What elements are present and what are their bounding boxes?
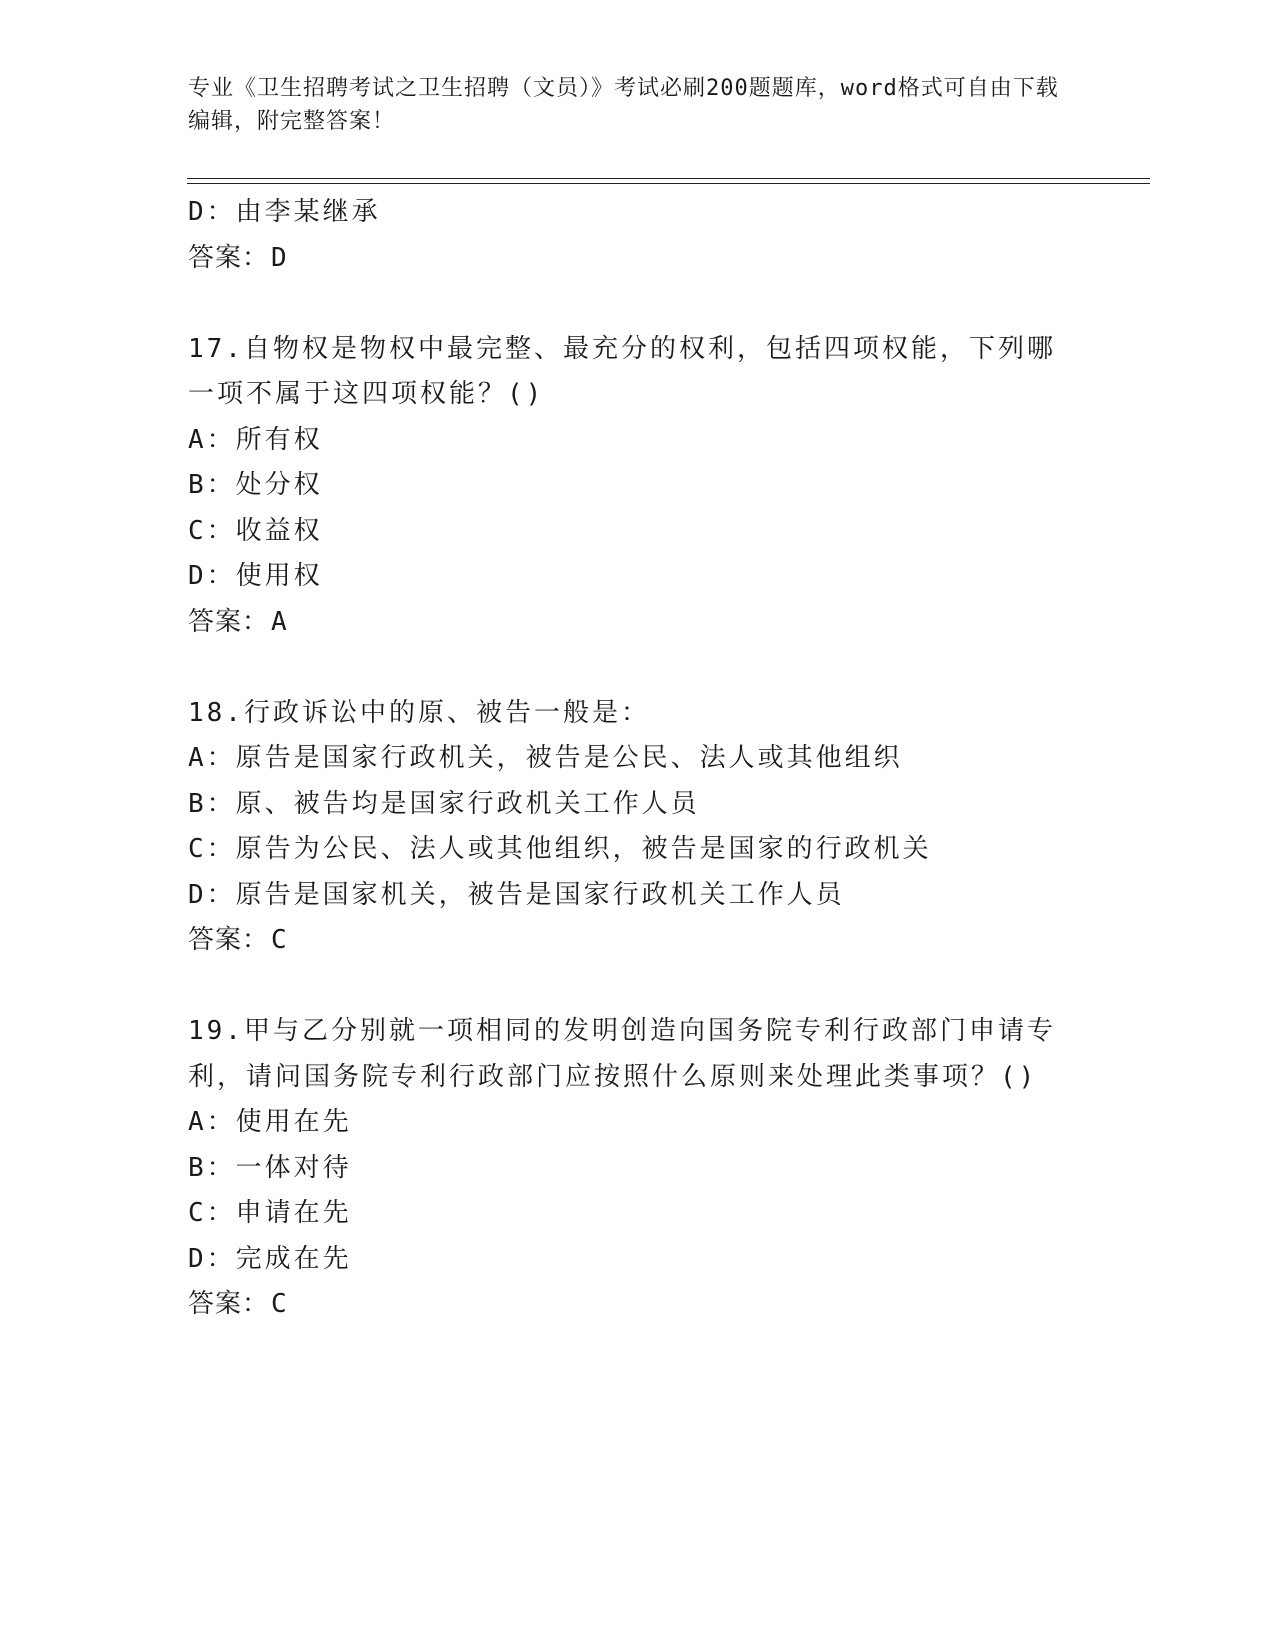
option-d: D：原告是国家机关，被告是国家行政机关工作人员: [188, 879, 845, 910]
question-17: [188, 327, 1088, 646]
spacer: [188, 964, 1088, 1010]
answer-line: [188, 600, 1088, 646]
answer-value: C: [271, 925, 288, 955]
spacer: [188, 281, 1088, 327]
option-a: A：原告是国家行政机关，被告是公民、法人或其他组织: [188, 743, 903, 773]
option-b: B：原、被告均是国家行政机关工作人员: [188, 788, 700, 819]
answer-value: C: [271, 1289, 288, 1319]
answer-line: [188, 918, 1088, 964]
spacer: [188, 645, 1088, 691]
answer-value: A: [271, 606, 288, 637]
option-c: C：原告为公民、法人或其他组织，被告是国家的行政机关: [188, 834, 932, 864]
option-d: D：使用权: [188, 561, 323, 591]
option-b: B：一体对待: [188, 1152, 352, 1183]
question-stem: 18.行政诉讼中的原、被告一般是：: [188, 697, 650, 728]
option-d: D：完成在先: [188, 1243, 352, 1274]
option-b: B：处分权: [188, 470, 323, 500]
answer-label: 答案：: [188, 242, 270, 273]
header-title: 专业《卫生招聘考试之卫生招聘（文员）》考试必刷200题题库，word格式可自由下载编辑，附完整答案！: [188, 76, 1059, 134]
header-divider-bottom: [187, 183, 1150, 184]
answer-line: [188, 236, 1088, 282]
question-list: [188, 190, 1088, 1328]
answer-label: 答案：: [188, 606, 270, 637]
option-d: D：由李某继承: [188, 197, 381, 227]
option-a: A：使用在先: [188, 1107, 352, 1137]
answer-label: 答案：: [188, 1289, 270, 1319]
answer-line: [188, 1282, 1088, 1328]
answer-value: D: [271, 242, 288, 273]
answer-label: 答案：: [188, 925, 270, 955]
document-header: [188, 72, 1068, 138]
option-c: C：收益权: [188, 515, 323, 546]
question-stem: 17.自物权是物权中最完整、最充分的权利，包括四项权能，下列哪一项不属于这四项权能？(): [188, 333, 1056, 409]
question-18: [188, 691, 1088, 964]
question-stem: 19.甲与乙分别就一项相同的发明创造向国务院专利行政部门申请专利，请问国务院专利行政部门应按照什么原则来处理此类事项？(): [188, 1016, 1056, 1092]
previous-question-fragment: [188, 190, 1088, 281]
header-divider-top: [187, 178, 1150, 179]
question-19: [188, 1009, 1088, 1328]
option-c: C：申请在先: [188, 1198, 352, 1228]
option-a: A：所有权: [188, 424, 323, 455]
